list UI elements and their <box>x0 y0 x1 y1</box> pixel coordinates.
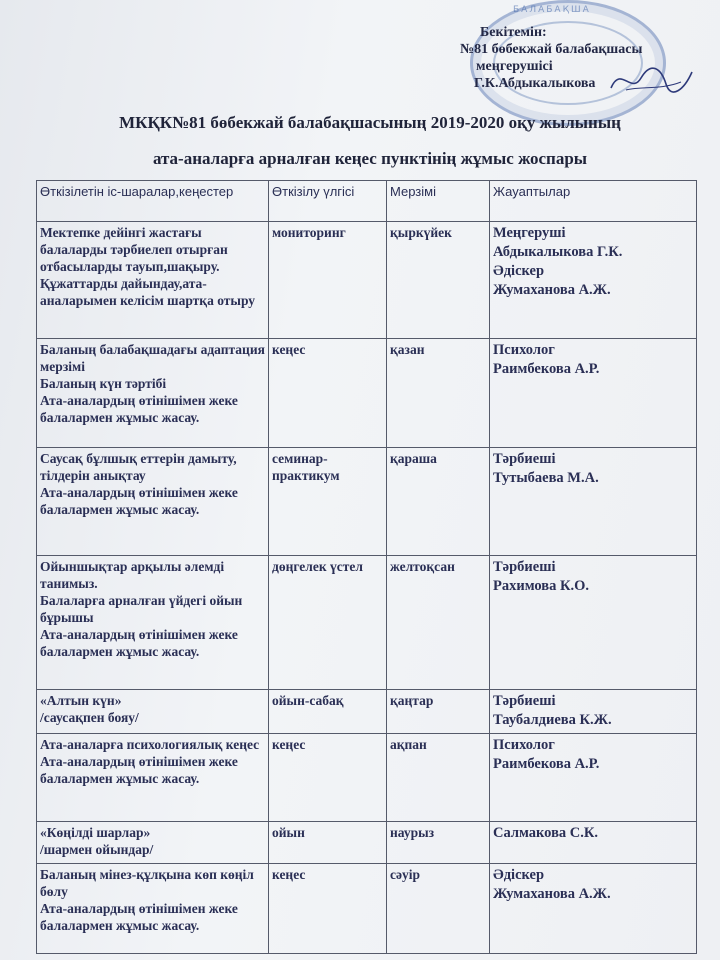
cell-responsible: Психолог Раимбекова А.Р. <box>490 734 697 822</box>
column-header-events: Өткізілетін іс-шаралар,кеңестер <box>37 181 269 222</box>
cell-date: қаңтар <box>387 690 490 734</box>
column-header-responsible: Жауаптылар <box>490 181 697 222</box>
column-header-date: Мерзімі <box>387 181 490 222</box>
cell-event: «Көңілді шарлар» /шармен ойындар/ <box>37 822 269 864</box>
cell-date: қазан <box>387 339 490 448</box>
cell-form: ойын <box>269 822 387 864</box>
approval-line-2: №81 бөбекжай балабақшасы <box>460 42 643 57</box>
cell-responsible: Тәрбиеші Рахимова К.О. <box>490 556 697 690</box>
cell-responsible: Тәрбиеші Тутыбаева М.А. <box>490 448 697 556</box>
table-row <box>37 222 697 339</box>
cell-responsible: Тәрбиеші Таубалдиева К.Ж. <box>490 690 697 734</box>
cell-form: кеңес <box>269 339 387 448</box>
work-plan-table <box>36 180 697 954</box>
cell-form: кеңес <box>269 734 387 822</box>
document-title-line-1: МКҚК№81 бөбекжай балабақшасының 2019-2020 оқу жылының <box>119 113 621 132</box>
cell-event: Саусақ бұлшық еттерін дамыту, тілдерін анықтау Ата-аналардың өтінішімен жеке балалармен жұмыс жасау. <box>37 448 269 556</box>
cell-date: наурыз <box>387 822 490 864</box>
cell-form: дөңгелек үстел <box>269 556 387 690</box>
cell-form: семинар- практикум <box>269 448 387 556</box>
cell-responsible: Салмакова С.К. <box>490 822 697 864</box>
cell-date: қыркүйек <box>387 222 490 339</box>
table-row <box>37 864 697 954</box>
cell-form: мониторинг <box>269 222 387 339</box>
cell-form: ойын-сабақ <box>269 690 387 734</box>
cell-event: Ойыншықтар арқылы әлемді танимыз. Балаларға арналған үйдегі ойын бұрышы Ата-аналардың өтінішімен жеке балалармен жұмыс жасау. <box>37 556 269 690</box>
signature-icon <box>606 60 696 100</box>
cell-event: Мектепке дейінгі жастағы балаларды тәрбиелеп отырған отбасыларды тауып,шақыру. Құжаттарды дайындау,ата-аналарымен келісім шартқа отыру <box>37 222 269 339</box>
table-row <box>37 690 697 734</box>
cell-responsible: Әдіскер Жумаханова А.Ж. <box>490 864 697 954</box>
table-row <box>37 339 697 448</box>
cell-event: Ата-аналарға психологиялық кеңес Ата-аналардың өтінішімен жеке балалармен жұмыс жасау. <box>37 734 269 822</box>
table-row <box>37 556 697 690</box>
column-header-form: Өткізілу үлгісі <box>269 181 387 222</box>
cell-date: қараша <box>387 448 490 556</box>
seal-text: БАЛАБАҚША <box>513 5 591 15</box>
cell-responsible: Меңгеруші Абдыкалыкова Г.К. Әдіскер Жумаханова А.Ж. <box>490 222 697 339</box>
table-row <box>37 734 697 822</box>
cell-date: желтоқсан <box>387 556 490 690</box>
approval-line-3: меңгерушісі <box>476 59 553 74</box>
document-title-line-2: ата-аналарға арналған кеңес пунктінің жұмыс жоспары <box>152 149 588 168</box>
cell-form: кеңес <box>269 864 387 954</box>
cell-date: ақпан <box>387 734 490 822</box>
table-row <box>37 822 697 864</box>
cell-responsible: Психолог Раимбекова А.Р. <box>490 339 697 448</box>
table-row <box>37 448 697 556</box>
cell-event: Баланың балабақшадағы адаптация мерзімі Баланың күн тәртібі Ата-аналардың өтінішімен жеке балалармен жұмыс жасау. <box>37 339 269 448</box>
cell-event: «Алтын күн» /саусақпен бояу/ <box>37 690 269 734</box>
table-header-row <box>37 181 697 222</box>
approval-line-4: Г.К.Абдыкалыкова <box>474 76 596 91</box>
cell-event: Баланың мінез-құлқына көп көңіл бөлу Ата-аналардың өтінішімен жеке балалармен жұмыс жасау. <box>37 864 269 954</box>
cell-date: сәуір <box>387 864 490 954</box>
approval-line-1: Бекітемін: <box>480 25 547 40</box>
